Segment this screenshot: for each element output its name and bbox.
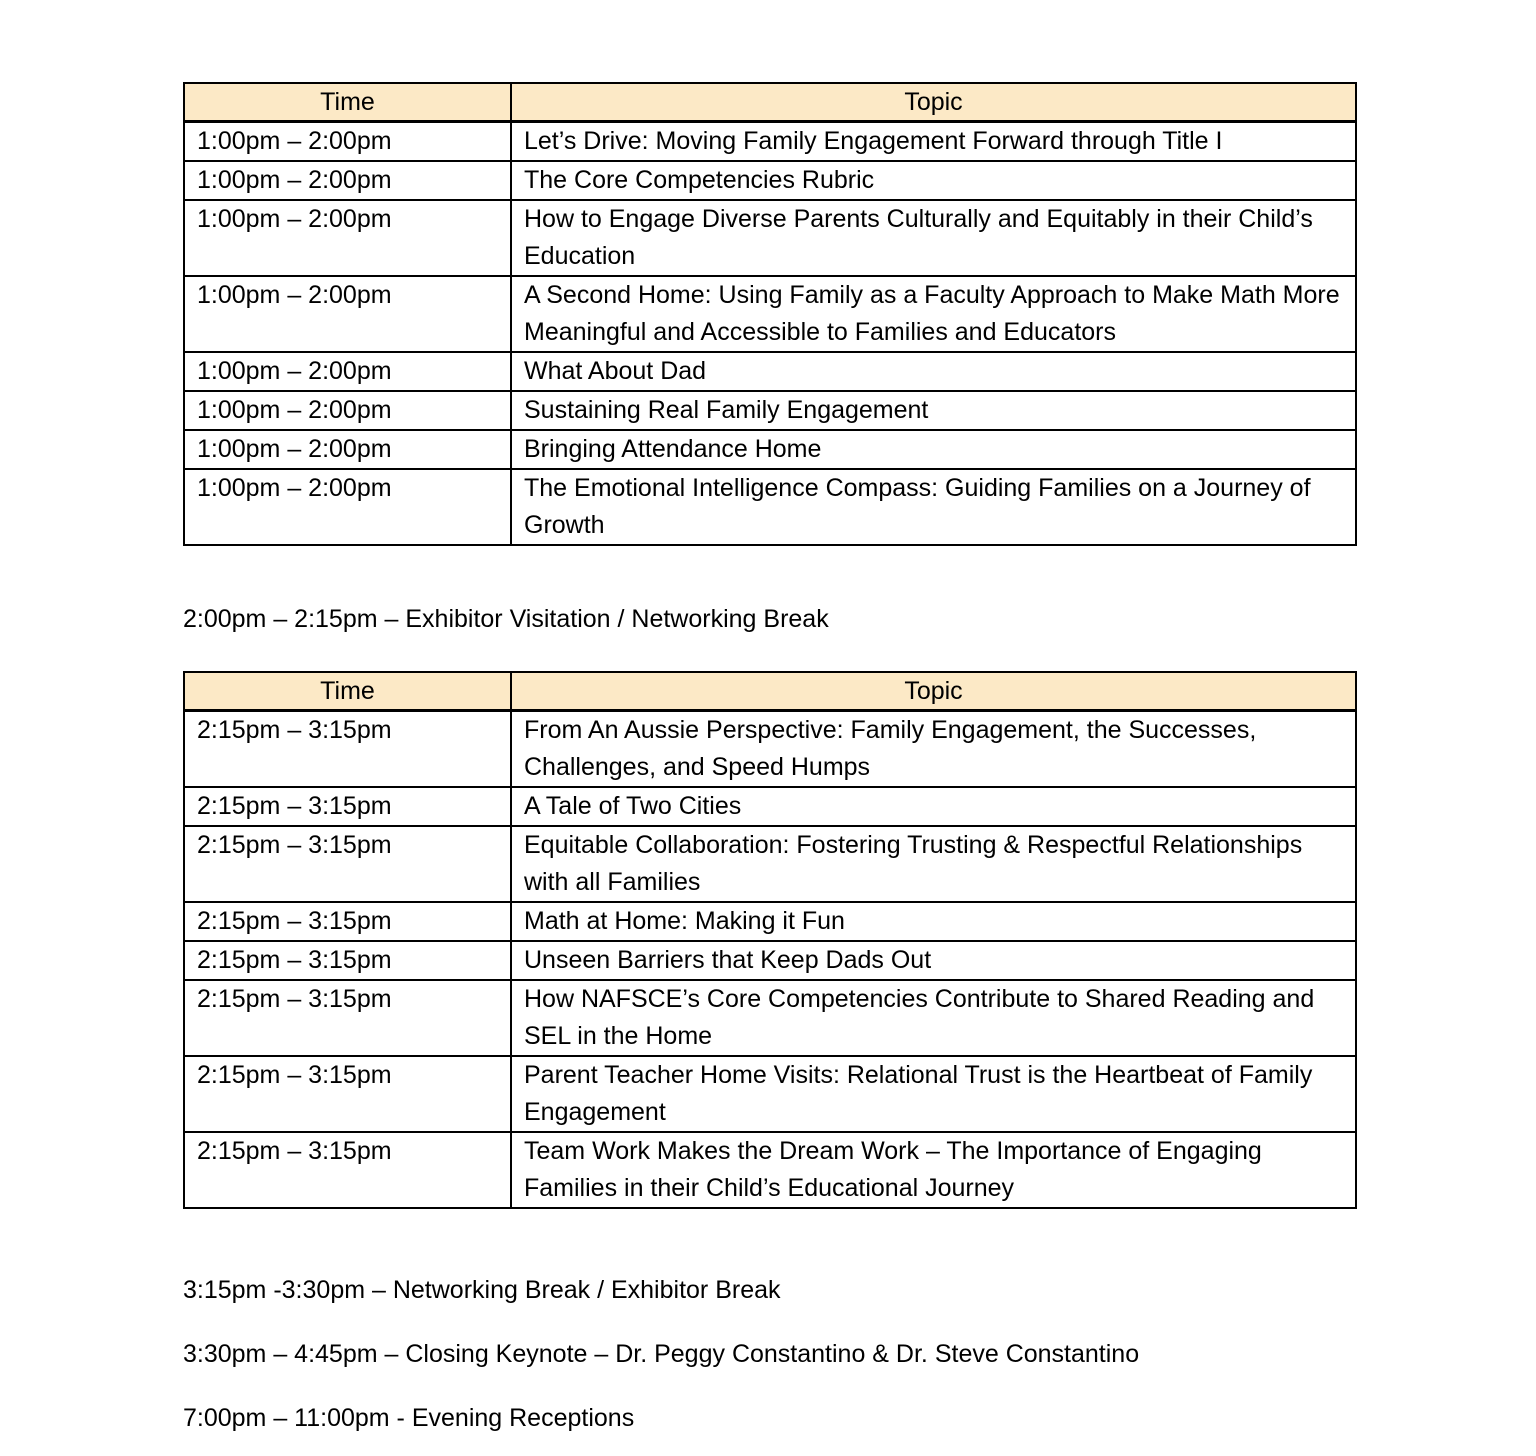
session-time: 2:15pm – 3:15pm <box>184 787 511 826</box>
table-row <box>184 352 1356 391</box>
table-row <box>184 391 1356 430</box>
table-row <box>184 276 1356 352</box>
table-row <box>184 980 1356 1056</box>
table-row <box>184 902 1356 941</box>
session-time: 2:15pm – 3:15pm <box>184 711 511 788</box>
session-time: 2:15pm – 3:15pm <box>184 826 511 902</box>
session-topic: Sustaining Real Family Engagement <box>511 391 1356 430</box>
topic-column-header: Topic <box>511 83 1356 122</box>
session-table-2 <box>183 671 1357 1209</box>
session-topic: Math at Home: Making it Fun <box>511 902 1356 941</box>
session-time: 2:15pm – 3:15pm <box>184 1056 511 1132</box>
session-time: 1:00pm – 2:00pm <box>184 469 511 545</box>
session-time: 1:00pm – 2:00pm <box>184 352 511 391</box>
session-topic: How NAFSCE’s Core Competencies Contribute to Shared Reading and SEL in the Home <box>511 980 1356 1056</box>
session-time: 2:15pm – 3:15pm <box>184 980 511 1056</box>
time-column-header: Time <box>184 83 511 122</box>
session-time: 1:00pm – 2:00pm <box>184 276 511 352</box>
table-row <box>184 161 1356 200</box>
session-topic: Let’s Drive: Moving Family Engagement Forward through Title I <box>511 122 1356 162</box>
topic-column-header: Topic <box>511 672 1356 711</box>
table-row <box>184 469 1356 545</box>
time-column-header: Time <box>184 672 511 711</box>
table-row <box>184 200 1356 276</box>
table-row <box>184 430 1356 469</box>
session-topic: A Second Home: Using Family as a Faculty Approach to Make Math More Meaningful and Accessible to Families and Educators <box>511 276 1356 352</box>
session-topic: A Tale of Two Cities <box>511 787 1356 826</box>
session-topic: Bringing Attendance Home <box>511 430 1356 469</box>
table-row <box>184 787 1356 826</box>
table-header-row <box>184 672 1356 711</box>
session-time: 1:00pm – 2:00pm <box>184 430 511 469</box>
table-row <box>184 711 1356 788</box>
session-time: 2:15pm – 3:15pm <box>184 902 511 941</box>
session-topic: The Core Competencies Rubric <box>511 161 1356 200</box>
session-topic: From An Aussie Perspective: Family Engagement, the Successes, Challenges, and Speed Humps <box>511 711 1356 788</box>
table-header-row <box>184 83 1356 122</box>
session-topic: Parent Teacher Home Visits: Relational Trust is the Heartbeat of Family Engagement <box>511 1056 1356 1132</box>
session-topic: What About Dad <box>511 352 1356 391</box>
session-time: 2:15pm – 3:15pm <box>184 1132 511 1208</box>
evening-receptions-line: 7:00pm – 11:00pm - Evening Receptions <box>183 1404 635 1432</box>
session-time: 1:00pm – 2:00pm <box>184 161 511 200</box>
table-row <box>184 1056 1356 1132</box>
session-table-1 <box>183 82 1357 546</box>
session-topic: Equitable Collaboration: Fostering Trusting & Respectful Relationships with all Families <box>511 826 1356 902</box>
table-row <box>184 826 1356 902</box>
table-row <box>184 941 1356 980</box>
table-row <box>184 1132 1356 1208</box>
session-time: 1:00pm – 2:00pm <box>184 200 511 276</box>
session-topic: Unseen Barriers that Keep Dads Out <box>511 941 1356 980</box>
document-page <box>183 82 1357 1434</box>
session-time: 2:15pm – 3:15pm <box>184 941 511 980</box>
exhibitor-break-line: 2:00pm – 2:15pm – Exhibitor Visitation / Networking Break <box>183 605 829 633</box>
table-row <box>184 122 1356 162</box>
networking-break-line: 3:15pm -3:30pm – Networking Break / Exhibitor Break <box>183 1276 781 1304</box>
session-topic: The Emotional Intelligence Compass: Guiding Families on a Journey of Growth <box>511 469 1356 545</box>
session-time: 1:00pm – 2:00pm <box>184 391 511 430</box>
session-topic: Team Work Makes the Dream Work – The Importance of Engaging Families in their Child’s Educational Journey <box>511 1132 1356 1208</box>
session-topic: How to Engage Diverse Parents Culturally and Equitably in their Child’s Education <box>511 200 1356 276</box>
session-time: 1:00pm – 2:00pm <box>184 122 511 162</box>
closing-keynote-line: 3:30pm – 4:45pm – Closing Keynote – Dr. Peggy Constantino & Dr. Steve Constantino <box>183 1340 1140 1368</box>
